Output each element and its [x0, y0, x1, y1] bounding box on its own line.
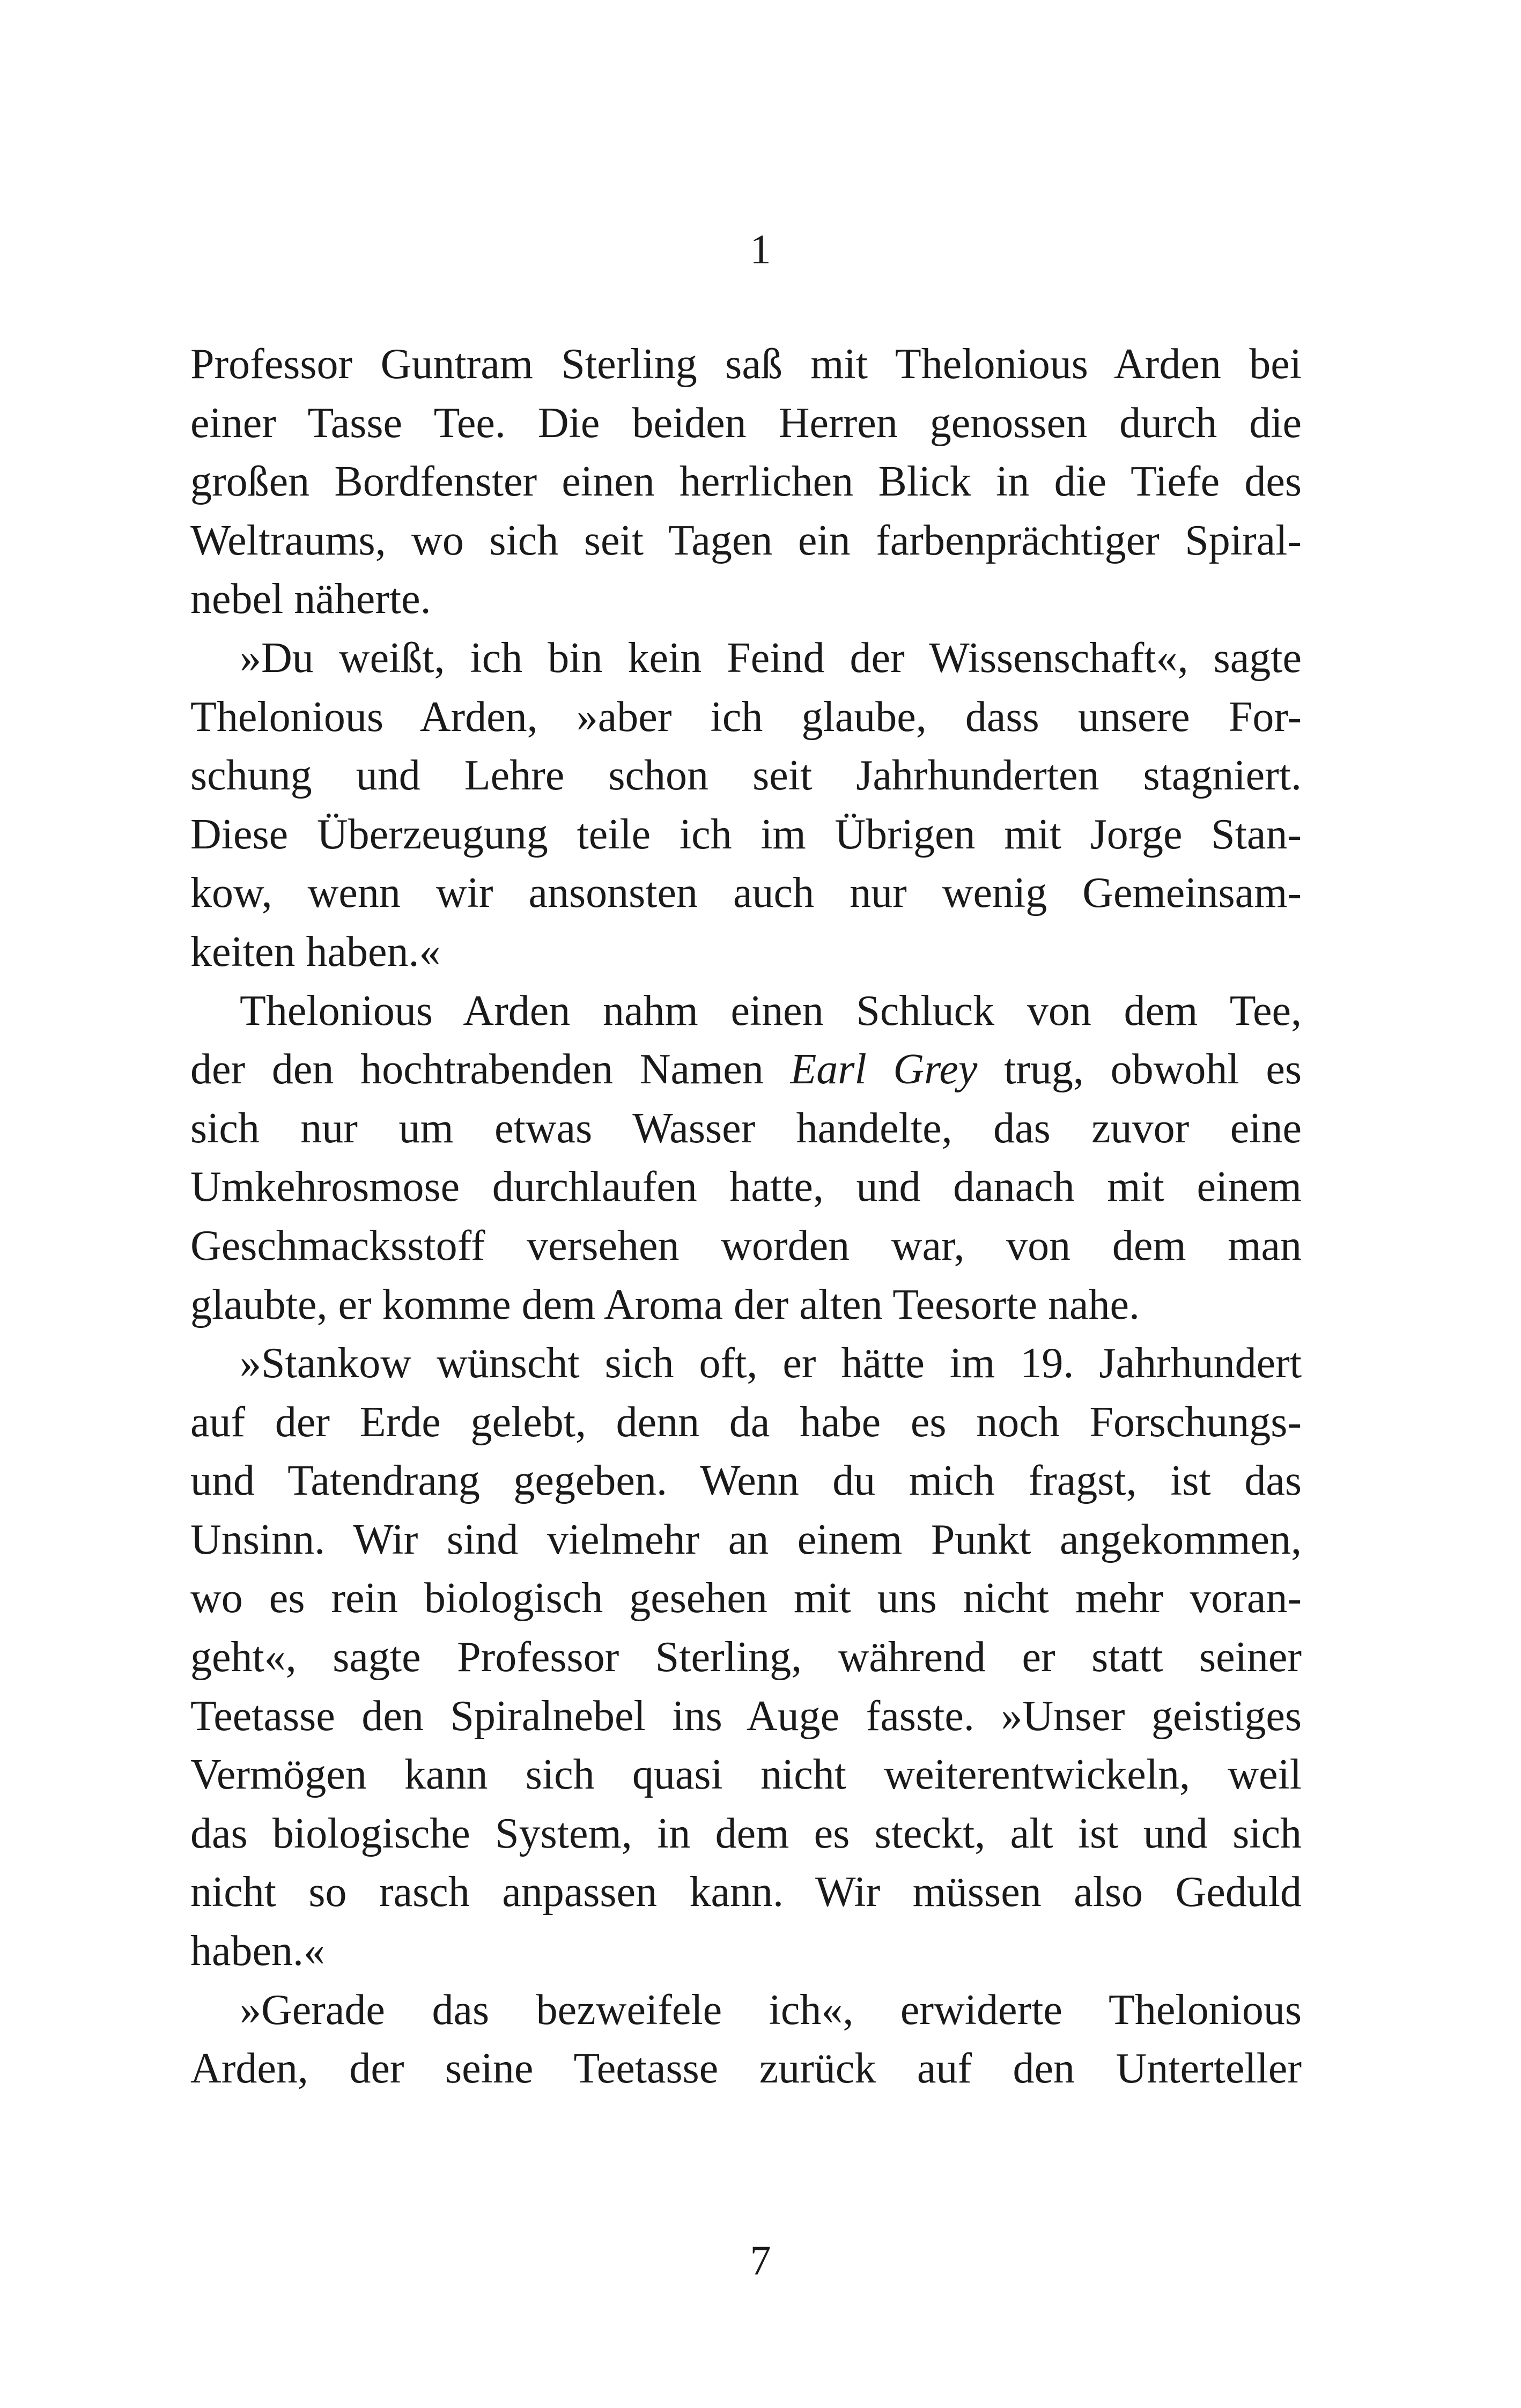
text-line: schung und Lehre schon seit Jahrhunderten stagniert. — [190, 752, 1302, 800]
text-line: »Du weißt, ich bin kein Feind der Wissenschaft«, sagte — [240, 634, 1302, 682]
text-line: Arden, der seine Teetasse zurück auf den Unterteller — [190, 2045, 1302, 2093]
text-line: nicht so rasch anpassen kann. Wir müssen also Geduld — [190, 1868, 1302, 1916]
text-line: nebel näherte. — [190, 575, 431, 623]
text-line: wo es rein biologisch gesehen mit uns nicht mehr voran- — [190, 1575, 1302, 1622]
text-line: sich nur um etwas Wasser handelte, das zuvor eine — [190, 1104, 1302, 1152]
text-segment: der den hochtrabenden Namen — [190, 1046, 764, 1094]
text-segment: trug, obwohl es — [1004, 1046, 1302, 1094]
text-line: Professor Guntram Sterling saß mit Thelonious Arden bei — [190, 341, 1302, 388]
text-line: glaubte, er komme dem Aroma der alten Teesorte nahe. — [190, 1281, 1140, 1328]
text-line: Thelonious Arden nahm einen Schluck von dem Tee, — [240, 987, 1302, 1035]
text-line: »Stankow wünscht sich oft, er hätte im 19. Jahrhundert — [240, 1340, 1302, 1387]
text-line: Thelonious Arden, »aber ich glaube, dass unsere For- — [190, 693, 1302, 741]
text-line: geht«, sagte Professor Sterling, während er statt seiner — [190, 1634, 1302, 1681]
text-line: und Tatendrang gegeben. Wenn du mich fragst, ist das — [190, 1457, 1302, 1505]
text-line: einer Tasse Tee. Die beiden Herren genossen durch die — [190, 399, 1302, 447]
chapter-number: 1 — [750, 226, 771, 272]
text-line: keiten haben.« — [190, 928, 441, 976]
text-line: Geschmacksstoff versehen worden war, von dem man — [190, 1222, 1302, 1269]
text-line: Umkehrosmose durchlaufen hatte, und danach mit einem — [190, 1163, 1302, 1211]
text-line: kow, wenn wir ansonsten auch nur wenig Gemeinsam- — [190, 869, 1302, 917]
text-line: Unsinn. Wir sind vielmehr an einem Punkt angekommen, — [190, 1516, 1302, 1563]
text-line: großen Bordfenster einen herrlichen Blick in die Tiefe des — [190, 458, 1302, 506]
chapter-text — [190, 335, 1302, 2099]
text-line: Diese Überzeugung teile ich im Übrigen mit Jorge Stan- — [190, 810, 1302, 858]
text-line: haben.« — [190, 1927, 326, 1975]
text-line: Vermögen kann sich quasi nicht weiterentwickeln, weil — [190, 1751, 1302, 1799]
italic-tea-name: Earl Grey — [790, 1046, 978, 1094]
text-line: Teetasse den Spiralnebel ins Auge fasste. »Unser geistiges — [190, 1692, 1302, 1740]
text-line: auf der Erde gelebt, denn da habe es noch Forschungs- — [190, 1398, 1302, 1446]
text-line: das biologische System, in dem es steckt, alt ist und sich — [190, 1809, 1302, 1857]
text-line: Weltraums, wo sich seit Tagen ein farbenprächtiger Spiral- — [190, 516, 1302, 564]
page-number: 7 — [750, 2237, 771, 2284]
text-line-with-italic — [190, 1040, 1302, 1099]
text-line: »Gerade das bezweifele ich«, erwiderte Thelonious — [240, 1986, 1302, 2034]
